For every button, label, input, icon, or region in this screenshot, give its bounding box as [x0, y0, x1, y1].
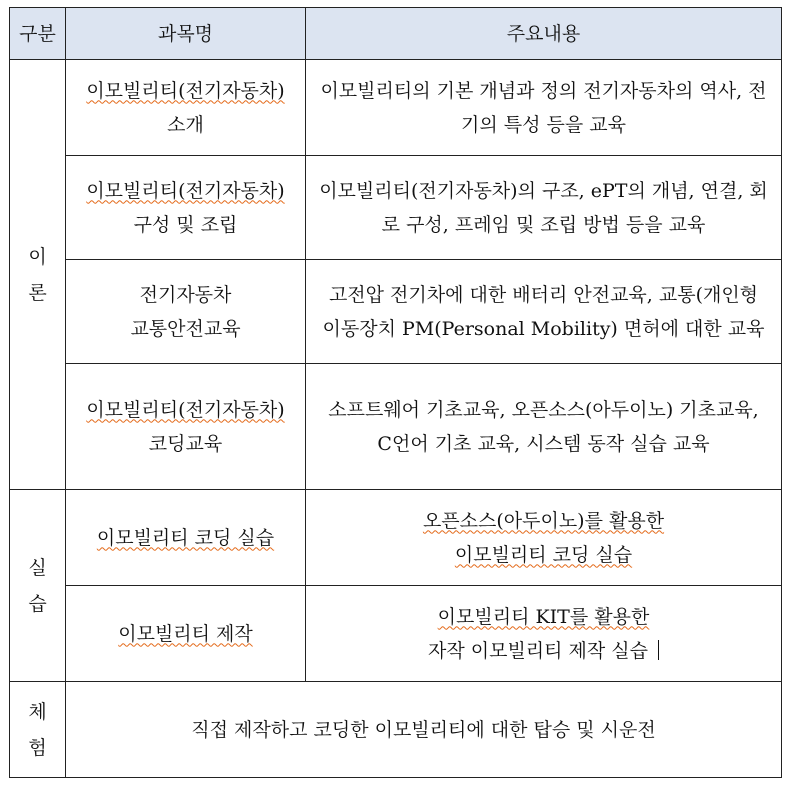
subject-cell — [66, 364, 306, 490]
table-row — [10, 490, 782, 586]
subject-line-2: 코딩교육 — [148, 432, 223, 455]
subject-line-1: 이모빌리티(전기자동차) — [86, 179, 285, 202]
content-cell — [306, 156, 782, 260]
group-theory-label: 이론 — [28, 245, 47, 304]
content-cell — [306, 364, 782, 490]
subject-line-1: 전기자동차 — [139, 283, 232, 306]
content-cell — [306, 490, 782, 586]
group-practice-label: 실습 — [28, 556, 47, 615]
table-row — [10, 260, 782, 364]
group-theory-cell — [10, 60, 66, 490]
table-row — [10, 60, 782, 156]
table-row — [10, 682, 782, 778]
content-text: 이모빌리티(전기자동차)의 구조, ePT의 개념, 연결, 회로 구성, 프레임 및 조립 방법 등을 교육 — [319, 179, 768, 236]
subject-cell — [66, 260, 306, 364]
header-category: 구분 — [10, 8, 66, 60]
content-cell — [306, 260, 782, 364]
subject-cell — [66, 490, 306, 586]
header-row — [10, 8, 782, 60]
content-text: 이모빌리티의 기본 개념과 정의 전기자동차의 역사, 전기의 특성 등을 교육 — [320, 79, 767, 136]
table-row — [10, 364, 782, 490]
content-line-2: 이모빌리티 코딩 실습 — [454, 543, 633, 566]
content-line-2: 자작 이모빌리티 제작 실습 — [427, 639, 648, 662]
subject-line-2: 구성 및 조립 — [133, 213, 238, 236]
content-line-1: 이모빌리티 KIT를 활용한 — [437, 605, 650, 628]
content-cell — [66, 682, 782, 778]
subject-line-1: 이모빌리티(전기자동차) — [86, 79, 285, 102]
subject-cell — [66, 586, 306, 682]
group-experience-label: 체험 — [28, 700, 47, 759]
text-cursor — [658, 640, 659, 660]
header-content: 주요내용 — [306, 8, 782, 60]
table-row — [10, 156, 782, 260]
content-cell — [306, 60, 782, 156]
content-text: 소프트웨어 기초교육, 오픈소스(아두이노) 기초교육, C언어 기초 교육, 시스템 동작 실습 교육 — [328, 398, 759, 455]
table-row — [10, 586, 782, 682]
subject-cell — [66, 60, 306, 156]
content-cell — [306, 586, 782, 682]
subject-line-2: 소개 — [167, 113, 204, 136]
group-practice-cell — [10, 490, 66, 682]
curriculum-table — [9, 7, 782, 778]
group-experience-cell — [10, 682, 66, 778]
subject-cell — [66, 156, 306, 260]
subject-line-2: 교통안전교육 — [130, 317, 241, 340]
content-text: 고전압 전기차에 대한 배터리 안전교육, 교통(개인형 이동장치 PM(Personal Mobility) 면허에 대한 교육 — [322, 283, 765, 340]
subject-line-1: 이모빌리티 코딩 실습 — [96, 526, 275, 549]
subject-line-1: 이모빌리티(전기자동차) — [86, 398, 285, 421]
content-line-1: 오픈소스(아두이노)를 활용한 — [422, 509, 665, 532]
subject-line-1: 이모빌리티 제작 — [118, 622, 253, 645]
header-subject: 과목명 — [66, 8, 306, 60]
content-text: 직접 제작하고 코딩한 이모빌리티에 대한 탑승 및 시운전 — [191, 718, 656, 741]
